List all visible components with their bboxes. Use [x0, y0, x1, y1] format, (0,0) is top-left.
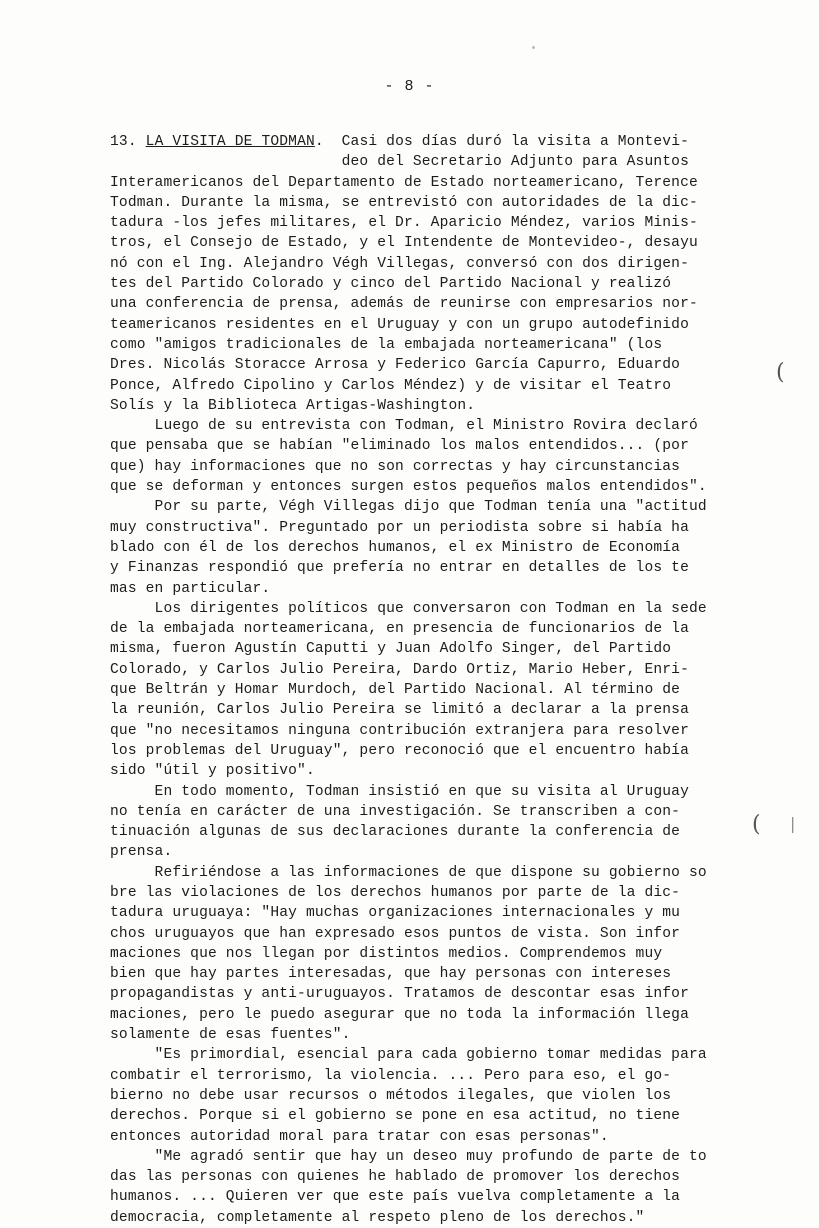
text-line: combatir el terrorismo, la violencia. ... Pero para eso, el go-: [110, 1067, 672, 1084]
paper-speck: [532, 46, 535, 49]
text-line: Solís y la Biblioteca Artigas-Washington.: [110, 397, 476, 414]
text-line: maciones que nos llegan por distintos medios. Comprendemos muy: [110, 945, 663, 962]
text-line: Todman. Durante la misma, se entrevistó con autoridades de la dic-: [110, 194, 698, 211]
text-line: sido "útil y positivo".: [110, 763, 315, 780]
heading-continuation: . Casi dos días duró la visita a Montevi-: [314, 134, 690, 150]
text-line: que pensaba que se habían "eliminado los malos entendidos... (por: [110, 438, 689, 455]
text-line: tinuación algunas de sus declaraciones durante la conferencia de: [110, 824, 681, 841]
text-line: deo del Secretario Adjunto para Asuntos: [110, 154, 689, 171]
text-line: derechos. Porque si el gobierno se pone en esa actitud, no tiene: [110, 1108, 681, 1125]
section-number: 13.: [110, 134, 137, 150]
text-line: Refiriéndose a las informaciones de que dispone su gobierno so: [110, 864, 707, 881]
text-line: bien que hay partes interesadas, que hay personas con intereses: [110, 966, 672, 983]
text-line: de la embajada norteamericana, en presencia de funcionarios de la: [110, 621, 689, 638]
text-line: que se deforman y entonces surgen estos pequeños malos entendidos".: [110, 479, 707, 496]
section-heading: [110, 132, 770, 152]
text-line: misma, fueron Agustín Caputti y Juan Adolfo Singer, del Partido: [110, 641, 672, 658]
text-line: solamente de esas fuentes".: [110, 1027, 351, 1044]
text-line: y Finanzas respondió que prefería no entrar en detalles de los te: [110, 560, 689, 577]
text-line: propagandistas y anti-uruguayos. Tratamos de descontar esas infor: [110, 986, 689, 1003]
text-line: que Beltrán y Homar Murdoch, del Partido Nacional. Al término de: [110, 682, 681, 699]
text-line: muy constructiva". Preguntado por un periodista sobre si había ha: [110, 519, 689, 536]
margin-mark: (: [776, 360, 785, 385]
text-line: Dres. Nicolás Storacce Arrosa y Federico García Capurro, Eduardo: [110, 357, 681, 374]
text-line: la reunión, Carlos Julio Pereira se limitó a declarar a la prensa: [110, 702, 689, 719]
text-line: Los dirigentes políticos que conversaron con Todman en la sede: [110, 600, 707, 617]
text-line: blado con él de los derechos humanos, el ex Ministro de Economía: [110, 539, 681, 556]
text-line: prensa.: [110, 844, 173, 861]
text-line: tadura -los jefes militares, el Dr. Aparicio Méndez, varios Minis-: [110, 215, 698, 232]
text-line: democracia, completamente al respeto pleno de los derechos.": [110, 1209, 645, 1226]
text-line: Luego de su entrevista con Todman, el Ministro Rovira declaró: [110, 418, 698, 435]
text-line: teamericanos residentes en el Uruguay y con un grupo autodefinido: [110, 316, 689, 333]
text-line: maciones, pero le puedo asegurar que no toda la información llega: [110, 1006, 689, 1023]
text-line: entonces autoridad moral para tratar con esas personas".: [110, 1128, 609, 1145]
margin-mark: (: [752, 812, 761, 837]
text-line: Por su parte, Végh Villegas dijo que Todman tenía una "actitud: [110, 499, 707, 516]
text-line: que "no necesitamos ninguna contribución extranjera para resolver: [110, 722, 689, 739]
text-line: una conferencia de prensa, además de reunirse con empresarios nor-: [110, 296, 698, 313]
text-line: "Me agradó sentir que hay un deseo muy profundo de parte de to: [110, 1148, 707, 1165]
text-line: bierno no debe usar recursos o métodos ilegales, que violen los: [110, 1087, 672, 1104]
page-number: - 8 -: [384, 78, 435, 95]
text-line: bre las violaciones de los derechos humanos por parte de la dic-: [110, 884, 681, 901]
text-line: como "amigos tradicionales de la embajada norteamericana" (los: [110, 336, 663, 353]
body-text: [110, 132, 770, 1228]
text-line: los problemas del Uruguay", pero reconoció que el encuentro había: [110, 742, 689, 759]
text-line: "Es primordial, esencial para cada gobierno tomar medidas para: [110, 1047, 707, 1064]
section-title: LA VISITA DE TODMAN: [145, 134, 315, 150]
margin-mark: |: [790, 814, 796, 833]
text-line: tros, el Consejo de Estado, y el Intendente de Montevideo-, desayu: [110, 235, 698, 252]
text-line: Ponce, Alfredo Cipolino y Carlos Méndez) y de visitar el Teatro: [110, 377, 672, 394]
text-line: tadura uruguaya: "Hay muchas organizaciones internacionales y mu: [110, 905, 681, 922]
text-line: chos uruguayos que han expresado esos puntos de vista. Son infor: [110, 925, 681, 942]
text-line: tes del Partido Colorado y cinco del Partido Nacional y realizó: [110, 276, 672, 293]
text-line: Colorado, y Carlos Julio Pereira, Dardo Ortiz, Mario Heber, Enri-: [110, 661, 689, 678]
text-line: que) hay informaciones que no son correctas y hay circunstancias: [110, 458, 681, 475]
text-line: En todo momento, Todman insistió en que su visita al Uruguay: [110, 783, 689, 800]
text-line: mas en particular.: [110, 580, 271, 597]
text-line: das las personas con quienes he hablado de promover los derechos: [110, 1169, 681, 1186]
text-line: Interamericanos del Departamento de Estado norteamericano, Terence: [110, 174, 698, 191]
text-line: no tenía en carácter de una investigación. Se transcriben a con-: [110, 803, 681, 820]
text-line: nó con el Ing. Alejandro Végh Villegas, conversó con dos dirigen-: [110, 255, 689, 272]
text-line: humanos. ... Quieren ver que este país vuelva completamente a la: [110, 1189, 681, 1206]
